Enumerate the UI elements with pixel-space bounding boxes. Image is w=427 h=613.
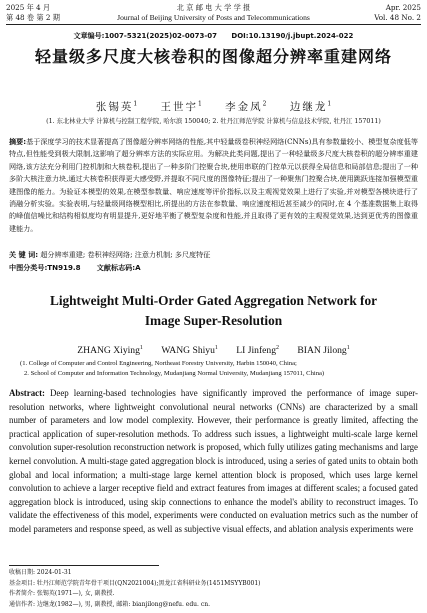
en-title-line-2: Image Super-Resolution — [144, 313, 283, 328]
author-intro: 作者简介: 张锡英(1971—), 女, 副教授. — [9, 590, 115, 597]
article-meta — [0, 31, 427, 41]
en-abstract-label: Abstract: — [9, 388, 45, 398]
en-author: WANG Shiyu$^1$ — [161, 345, 218, 357]
cn-abstract-label: 摘要: — [9, 137, 27, 146]
funding: 基金项目: 牡丹江师范学院青年骨干项目(QN2021004);黑龙江省科研业务(1451MSYYB001) — [9, 579, 261, 587]
document-code: 文献标志码:A — [96, 263, 141, 272]
corresponding-author: 通信作者: 边继龙(1982—), 男, 副教授, 邮箱: bianjilong@nefu. edu. cn. — [9, 600, 210, 608]
footnotes — [9, 568, 418, 610]
en-abstract — [9, 387, 418, 562]
en-author: BIAN Jilong$^1$ — [297, 345, 350, 357]
classification — [9, 263, 418, 272]
en-author: LI Jinfeng$^2$ — [236, 345, 279, 357]
cn-keywords — [9, 250, 418, 259]
en-title — [0, 291, 427, 331]
received-date: 收稿日期: 2024-01-31 — [9, 569, 72, 576]
footnote-rule — [9, 565, 159, 566]
article-number: 文章编号:1007-5321(2025)02-0073-07 — [73, 32, 217, 40]
cn-author: 王世宇$^1$ — [160, 100, 202, 113]
cn-abstract-text: 基于深度学习的技术显著提高了图像超分辨率网络的性能,其中轻量级卷积神经网络(CNNs)具有参数量较小、模型复杂度低等特点,但性能受到极大限制,这影响了超分辨率方法的实际应用。为解决此类问题,提出了一种轻量级多尺度大核卷积的超分辨率重建网络,该方法充分利用门控机制和大核卷积,提出了一种多阶门控聚合块,使用串联的门控单元以获得全局信息和局部信息;提出了一种多阶大核注意力块,通过大核卷积获得更大感受野,并提取不同尺度的图像特征;提出了一种聚焦门控聚合块,使用跳跃连接加强模型重建图像的能力。为验证本模型的效果,在模型参数量、响应速度等评价指标,以及主观视觉效果上进行了实验,并对模型各模块进行了消融分析实验。实验表明,与轻量级网络模型相比,所提出的方法在参数量、响应速度相近甚至减少的同时,在 4 个基准数据集上取得的峰值信噪比和结构相似度均有明显提升,更好地平衡了模型复杂度和性能,并且取得了更有效的主观视觉效果,达到更优秀的图像重建能力。 — [9, 137, 418, 233]
en-title-line-1: Lightweight Multi-Order Gated Aggregation Network for — [49, 293, 378, 308]
clc-number: 中图分类号:TN919.8 — [9, 263, 81, 272]
header-date-cn: 2025 年 4 月 — [6, 3, 51, 12]
cn-author: 边继龙$^1$ — [289, 100, 332, 113]
cn-title: 轻量级多尺度大核卷积的图像超分辨率重建网络 — [34, 47, 392, 66]
en-authors — [0, 345, 427, 356]
cn-keywords-text: 超分辨率重建; 卷积神经网络; 注意力机制; 多尺度特征 — [40, 250, 211, 259]
cn-affiliation: (1. 东北林业大学 计算机与控制工程学院, 哈尔滨 150040; 2. 牡丹江师范学院 计算机与信息技术学院, 牡丹江 157011) — [46, 118, 381, 125]
en-abstract-text: Deep learning-based technologies have significantly improved the performance of image super-resolution networks, where lightweight convolutional neural networks (CNNs) are characterized by a small number of parameters and low model complexity. However, their performance is greatly limited, affecting the practical application of super-resolution methods. To address such issues, a lightweight multi-scale large kernel convolution super-resolution reconstruction network is proposed, which fully utilizes gating mechanisms and large kernel convolution. A multi-stage gated aggregation block is introduced, using a series of gated units to obtain both global and local information; a multi-stage large kernel attention block is proposed, which uses large kernel convolution to achieve a larger receptive field and extract features from images at different scales; a focused gated aggregation block is introduced, using skip connections to enhance the model's ability to reconstruct images. To validate the effectiveness of this model, experiments were conducted on evaluation metrics such as the number of model parameters and response speed, as well as subjective visual effects, and ablation analysis experiments were — [9, 388, 418, 534]
en-affiliation-2: 2. School of Computer and Information Technology, Mudanjiang Normal University, Mudanjiang 157011, China) — [24, 370, 325, 377]
cn-authors — [0, 99, 427, 114]
header-journal-cn: 北 京 邮 电 大 学 学 报 — [176, 3, 251, 12]
header-volume-en: Vol. 48 No. 2 — [374, 13, 421, 22]
cn-abstract — [9, 136, 418, 235]
header-volume-cn: 第 48 卷 第 2 期 — [6, 13, 60, 22]
en-affiliation-1: (1. College of Computer and Control Engineering, Northeast Forestry University, Harbin 150040, China; — [20, 360, 297, 367]
cn-keywords-label: 关 键 词: — [9, 250, 39, 259]
cn-author: 李金凤$^2$ — [225, 100, 267, 113]
en-affiliation — [20, 359, 417, 379]
en-author: ZHANG Xiying$^1$ — [77, 345, 143, 357]
cn-author: 张锡英$^1$ — [95, 100, 138, 113]
header-journal-en: Journal of Beijing University of Posts and Telecommunications — [117, 13, 310, 22]
header-rule — [6, 24, 421, 25]
doi: DOI:10.13190/j.jbupt.2024-022 — [231, 32, 354, 40]
header-date-en: Apr. 2025 — [385, 3, 421, 12]
